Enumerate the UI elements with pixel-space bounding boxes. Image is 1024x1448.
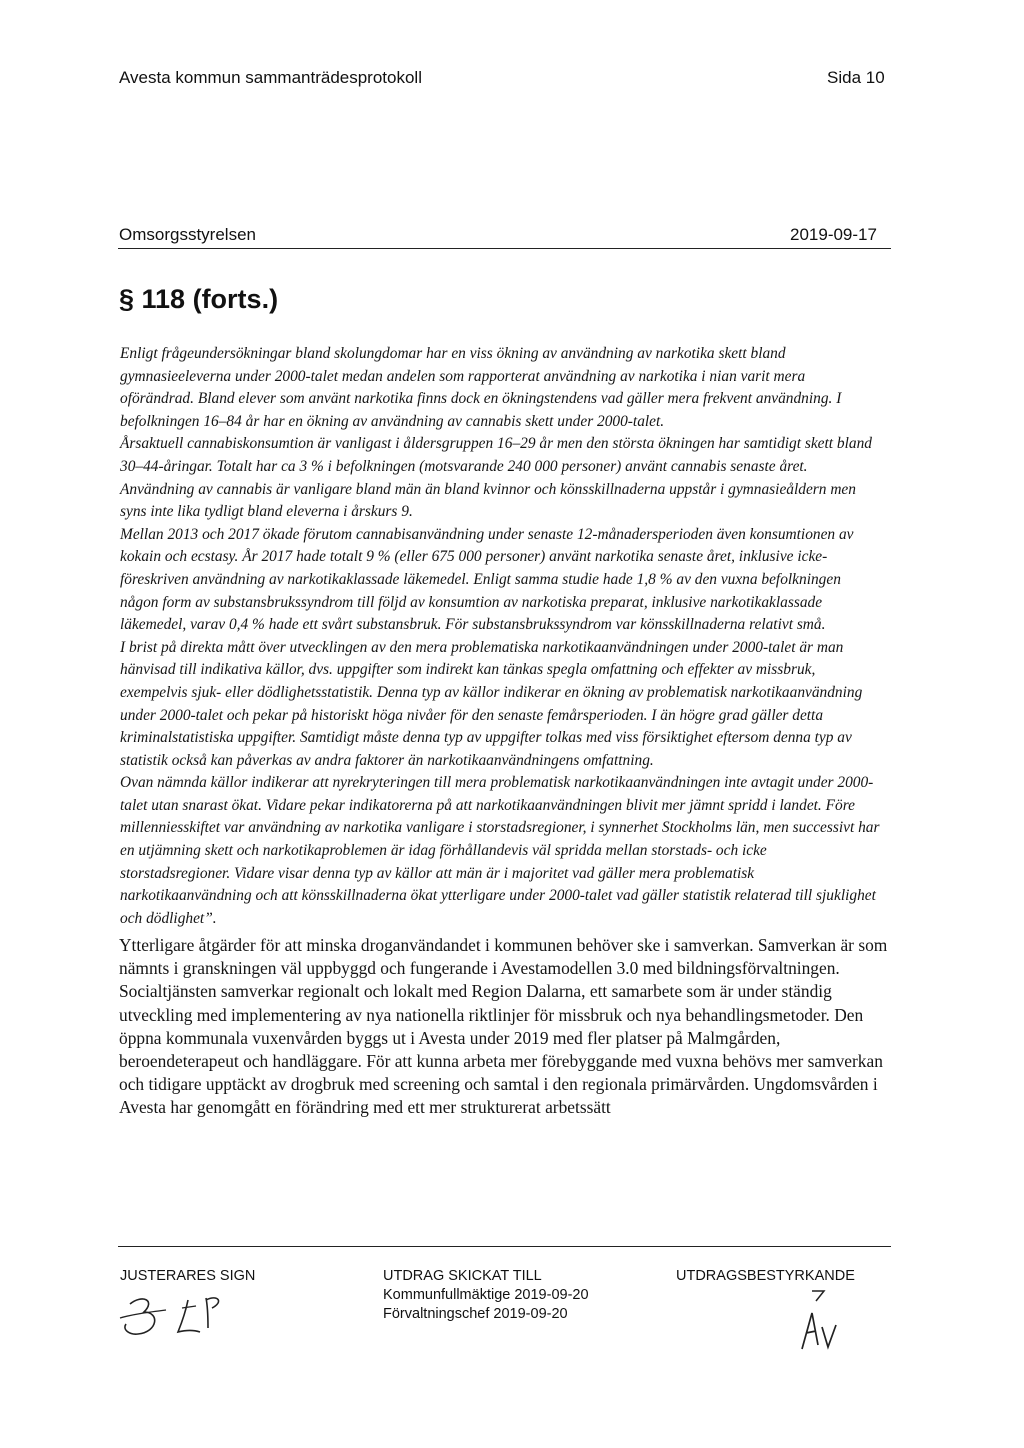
signature-stroke-v [822,1325,836,1347]
quote-paragraph: Mellan 2013 och 2017 ökade förutom cannabisanvändning under senaste 12-månadersperioden även konsumtionen av kokain och ecstasy. År 2017 hade totalt 9 % (eller 675 000 personer) använt narkotika senaste året, inklusive icke-föreskriven användning av narkotikaklassade läkemedel. Enligt samma studie hade 1,8 % av den vuxna befolkningen någon form av substansbrukssyndrom till följd av konsumtion av narkotiska preparat, inklusive narkotikaklassade läkemedel, varav 0,4 % hade ett svårt substansbruk. För substansbrukssyndrom var könsskillnaderna relativt små. [120,525,854,634]
footer-divider [118,1246,891,1247]
page-number: Sida 10 [827,68,885,87]
section-title: § 118 (forts.) [119,284,279,314]
utdrag-recipient-2: Förvaltningschef 2019-09-20 [383,1306,568,1322]
meeting-date: 2019-09-17 [790,225,877,244]
signature-stroke-3 [178,1300,200,1332]
signature-stroke-1 [125,1299,155,1334]
utdrag-recipient-1: Kommunfullmäktige 2019-09-20 [383,1287,589,1303]
utdragsbestyrkande-heading: UTDRAGSBESTYRKANDE [676,1268,855,1284]
body-text [119,934,889,1120]
utdrag-skickat-heading: UTDRAG SKICKAT TILL [383,1268,542,1284]
quoted-statistics-text [120,343,880,930]
signature-stroke-5 [206,1298,219,1328]
signature-mark-top [812,1291,824,1301]
header-divider [118,248,891,249]
quote-paragraph: Årsaktuell cannabiskonsumtion är vanligast i åldersgruppen 16–29 år men den största ökningen har samtidigt skett bland 30–44-åringar. Totalt har ca 3 % i befolkningen (motsvarande 240 000 personer) använt cannabis senaste året. Användning av cannabis är vanligare bland män än bland kvinnor och könsskillnaderna uppstår i gymnasieåldern men syns inte lika tydligt bland eleverna i årskurs 9. [120,435,872,521]
signature-stroke-2 [120,1310,166,1318]
signature-av-image [796,1283,876,1353]
signature-stroke-4 [182,1306,196,1308]
document-title: Avesta kommun sammanträdesprotokoll [119,68,422,87]
quote-paragraph: I brist på direkta mått över utvecklingen av den mera problematiska narkotikaanvändningen under 2000-talet är man hänvisad till indikativa källor, dvs. uppgifter som indirekt kan tänkas spegla omfattning och effekter av missbruk, exempelvis sjuk- eller dödlighetsstatistik. Denna typ av källor indikerar en ökning av problematisk narkotikaanvändning under 2000-talet och pekar på historiskt höga nivåer för den senaste femårsperioden. I än högre grad gäller detta kriminalstatistiska uppgifter. Samtidigt måste denna typ av uppgifter tolkas med viss försiktighet eftersom denna typ av statistik också kan påverkas av andra faktorer än narkotikaanvändningens omfattning. [120,638,863,769]
body-paragraph: Ytterligare åtgärder för att minska droganvändandet i kommunen behöver ske i samverkan. Samverkan är som nämnts i granskningen väl uppbyggd och fungerande i Avestamodellen 3.0 med bildningsförvaltningen. Socialtjänsten samverkar regionalt och lokalt med Region Dalarna, ett samarbete som är under ständig utveckling med implementering av nya nationella riktlinjer för missbruk och nya behandlingsmetoder. Den öppna kommunala vuxenvården byggs ut i Avesta under 2019 med fler platser på Malmgården, beroendeterapeut och handläggare. För att kunna arbeta mer förebyggande med vuxna behövs mer samverkan och tidigare upptäckt av drogbruk med screening och samtal i den regionala primärvården. Ungdomsvården i Avesta har genomgått en förändring med ett mer strukturerat arbetssätt [119,935,888,1118]
signature-stroke-a [802,1313,818,1349]
board-name: Omsorgsstyrelsen [119,225,256,244]
justerares-sign-heading: JUSTERARES SIGN [120,1268,256,1284]
quote-paragraph: Enligt frågeundersökningar bland skolungdomar har en viss ökning av användning av narkotika skett bland gymnasieeleverna under 2000-talet medan andelen som rapporterat användning av narkotika i nian varit mera oförändrad. Bland elever som använt narkotika finns dock en ökningstendens vad gäller mera frekvent användning. I befolkningen 16–84 år har en ökning av användning av cannabis skett under 2000-talet. [120,345,842,430]
signature-initials-image [116,1288,236,1352]
quote-paragraph: Ovan nämnda källor indikerar att nyrekryteringen till mera problematisk narkotikaanvändningen inte avtagit under 2000-talet utan snarast ökat. Vidare pekar indikatorerna på att narkotikaanvändningen blivit mer jämnt spridd i landet. Före millenniesskiftet var användning av narkotika vanligare i storstadsregioner, i synnerhet Stockholms län, men successivt har en utjämning skett och narkotikaproblemen är idag förhållandevis väl spridda mellan storstads- och icke storstadsregioner. Vidare visar denna typ av källor att män är i majoritet vad gäller mera problematisk narkotikaanvändning och att könsskillnaderna ökat ytterligare under 2000-talet vad gäller statistik relaterad till sjuklighet och dödlighet”. [120,774,880,927]
